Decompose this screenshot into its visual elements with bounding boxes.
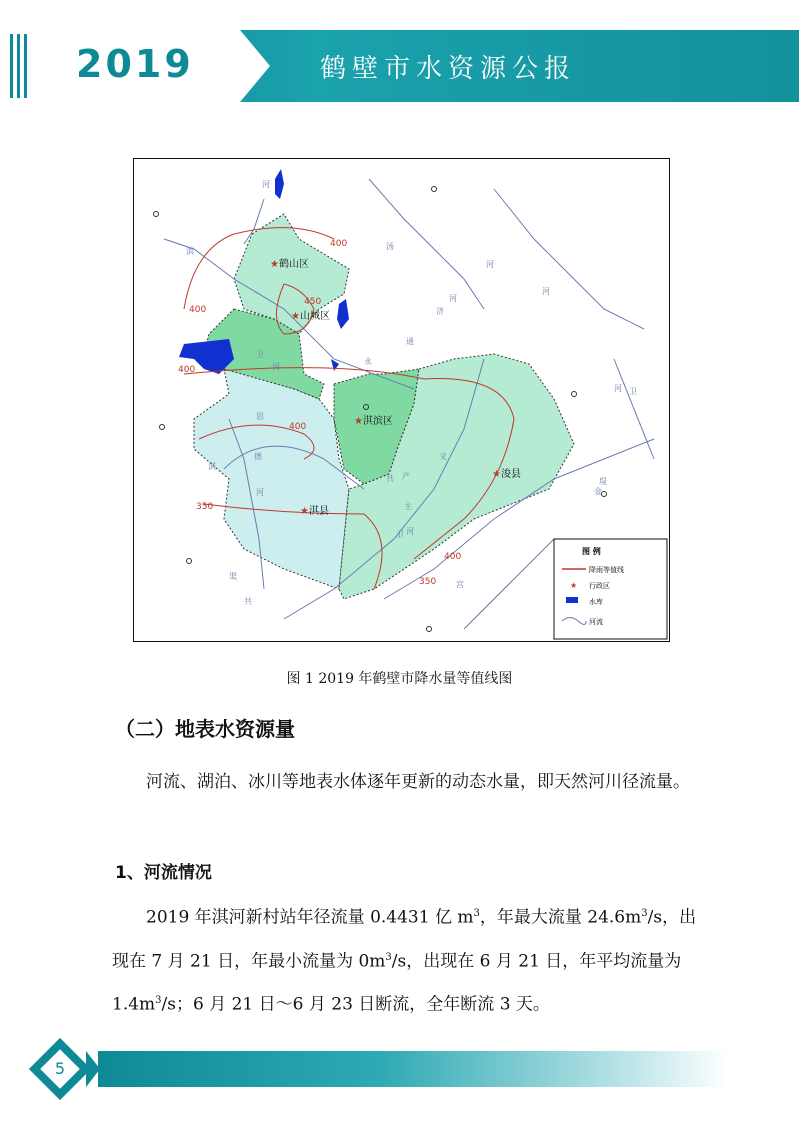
svg-text:宫: 宫 — [456, 580, 464, 589]
svg-text:河: 河 — [614, 384, 622, 393]
isoline-label: 400 — [189, 305, 207, 315]
map-svg — [134, 159, 669, 641]
label-qixian: 淇县 — [309, 506, 329, 517]
isoline-label: 400 — [289, 422, 307, 432]
svg-text:义: 义 — [439, 452, 447, 461]
svg-text:渠: 渠 — [229, 572, 237, 581]
svg-text:河: 河 — [272, 362, 280, 371]
star-icon: ★ — [492, 469, 501, 480]
page-number: 5 — [54, 1059, 66, 1078]
isoline-label: 400 — [444, 552, 462, 562]
legend-isoline: 降雨等值线 — [589, 566, 624, 574]
chevron-right-icon — [86, 1051, 100, 1087]
svg-text:产: 产 — [402, 472, 410, 481]
subsection-title: 1、河流情况 — [115, 863, 212, 883]
svg-text:河: 河 — [542, 287, 550, 296]
svg-text:淇: 淇 — [186, 247, 194, 256]
map-legend — [554, 539, 667, 639]
legend-admin: 行政区 — [589, 582, 610, 590]
footer-band — [98, 1051, 728, 1087]
svg-text:思: 思 — [256, 412, 264, 421]
isohyet-map — [133, 158, 670, 642]
svg-text:卫: 卫 — [629, 387, 637, 396]
label-heshan: 鹤山区 — [279, 259, 309, 270]
star-icon: ★ — [270, 259, 279, 270]
svg-text:河: 河 — [449, 294, 457, 303]
label-xunxian: 浚县 — [501, 469, 521, 480]
isoline-label: 450 — [304, 297, 322, 307]
header-year: 2019 — [76, 42, 194, 86]
svg-text:金: 金 — [594, 487, 602, 496]
star-icon: ★ — [570, 581, 578, 590]
svg-text:河: 河 — [262, 180, 270, 189]
svg-text:淇: 淇 — [208, 462, 216, 471]
svg-text:共: 共 — [386, 474, 394, 483]
svg-text:济: 济 — [436, 307, 444, 316]
isoline-label: 400 — [330, 239, 348, 249]
legend-title: 图 例 — [582, 547, 601, 556]
svg-text:主: 主 — [404, 502, 412, 511]
legend-reservoir: 水库 — [589, 598, 603, 606]
svg-text:汤: 汤 — [386, 242, 394, 251]
svg-text:德: 德 — [254, 452, 262, 461]
legend-river: 河流 — [589, 618, 603, 626]
isoline-label: 350 — [419, 577, 437, 587]
label-shancheng: 山城区 — [300, 311, 330, 322]
isoline-label: 400 — [178, 365, 196, 375]
svg-text:河: 河 — [486, 260, 494, 269]
star-icon: ★ — [291, 311, 300, 322]
svg-text:河: 河 — [406, 527, 414, 536]
svg-text:通: 通 — [406, 337, 414, 346]
svg-text:卫: 卫 — [396, 530, 404, 539]
section-title: （二）地表水资源量 — [115, 717, 295, 741]
reservoir-1 — [275, 169, 284, 199]
page-header — [0, 30, 799, 102]
star-icon: ★ — [300, 506, 309, 517]
star-icon: ★ — [354, 416, 363, 427]
svg-text:河: 河 — [256, 488, 264, 497]
region-qixian — [194, 369, 349, 589]
header-title: 鹤壁市水资源公报 — [320, 54, 577, 84]
svg-text:堤: 堤 — [599, 477, 607, 486]
svg-text:永: 永 — [364, 357, 372, 366]
label-qibin: 淇滨区 — [363, 416, 393, 427]
reservoir-2 — [337, 299, 349, 329]
intro-paragraph: 河流、湖泊、冰川等地表水体逐年更新的动态水量，即天然河川径流量。 — [146, 772, 690, 792]
figure-caption: 图 1 2019 年鹤壁市降水量等值线图 — [286, 671, 513, 687]
header-bars-decoration — [10, 34, 30, 98]
river-paragraph: 2019 年淇河新村站年径流量 0.4431 亿 $m^3$，年最大流量 $24.6m^3/s$，出现在 7 月 21 日，年最小流量为 $0m^3/s$，出现在 6 月 21 日，年平均流量为 $1.4m^3/s$；6 月 21 日～6 月 23 日断流，全年断流 3 天。 — [112, 907, 697, 1015]
svg-text:共: 共 — [244, 597, 252, 606]
page-footer — [0, 1045, 799, 1095]
svg-text:卫: 卫 — [256, 350, 264, 359]
isoline-label: 350 — [196, 502, 214, 512]
